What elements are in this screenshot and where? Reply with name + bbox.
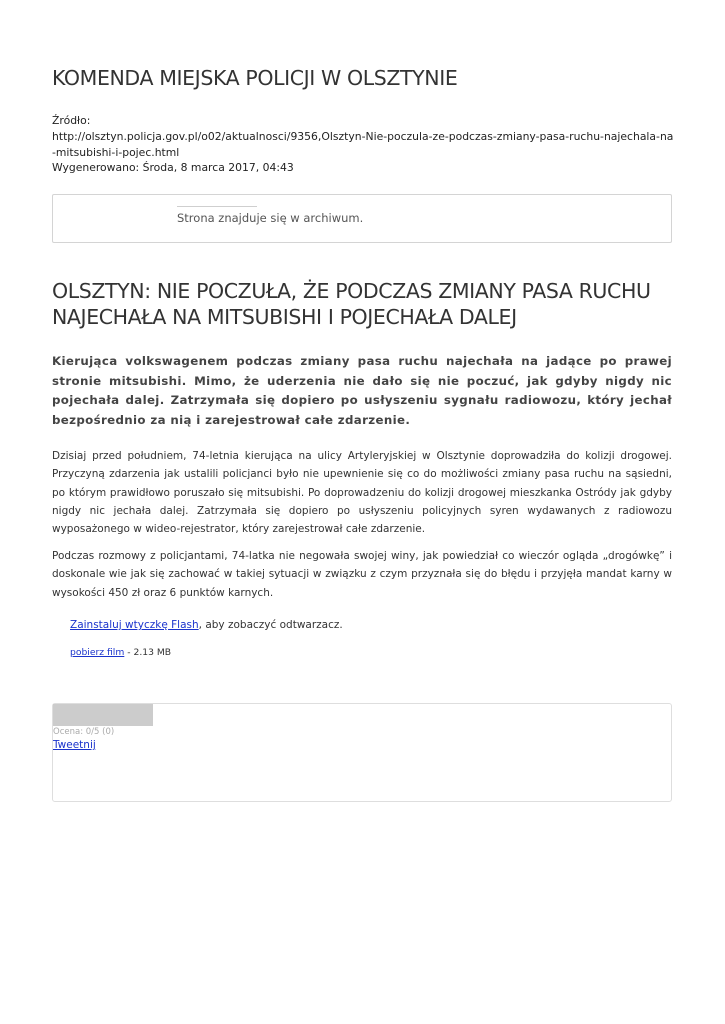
article-paragraph: Dzisiaj przed południem, 74-letnia kierująca na ulicy Artyleryjskiej w Olsztynie doprowadziła do kolizji drogowej. Przyczyną zdarzenia jak ustalili policjanci było nie upewnienie się co do możliwości zmiany pasa ruchu na sąsiedni, po którym prawidłowo poruszało się mitsubishi. Po doprowadzeniu do kolizji drogowej mieszkanka Ostródy jak gdyby nigdy nic jechała dalej. Zatrzymała się dopiero po usłyszeniu policyjnych syren wydawanych z radiowozu wyposażonego w wideo-rejestrator, który zarejestrował całe zdarzenie.	[52, 450, 672, 536]
download-video-link[interactable]: pobierz film	[70, 647, 125, 658]
archive-notice-box	[52, 194, 672, 243]
generated-date: Wygenerowano: Środa, 8 marca 2017, 04:43	[52, 161, 294, 175]
article-title: OLSZTYN: NIE POCZUŁA, ŻE PODCZAS ZMIANY PASA RUCHU NAJECHAŁA NA MITSUBISHI I POJECHAŁA DALEJ	[52, 279, 651, 329]
install-flash-link[interactable]: Zainstaluj wtyczkę Flash	[70, 619, 199, 631]
source-block	[52, 113, 676, 176]
tweet-link[interactable]: Tweetnij	[53, 739, 96, 751]
article-paragraph: Podczas rozmowy z policjantami, 74-latka nie negowała swojej winy, jak powiedział co wieczór ogląda „drogówkę” i doskonale wie jak się zachować w takiej sytuacji w związku z czym przyznała się do błędu i przyjęła mandat karny w wysokości 450 zł oraz 6 punktów karnych.	[52, 550, 672, 599]
download-size: - 2.13 MB	[124, 647, 172, 658]
rating-box	[52, 703, 672, 802]
rating-text: Ocena: 0/5 (0)	[53, 727, 115, 737]
rating-stars-bar[interactable]	[53, 704, 153, 726]
page-header-title: KOMENDA MIEJSKA POLICJI W OLSZTYNIE	[52, 66, 458, 90]
download-line	[70, 647, 171, 658]
archive-divider	[177, 206, 257, 207]
source-url: http://olsztyn.policja.gov.pl/o02/aktualnosci/9356,Olsztyn-Nie-poczula-ze-podczas-zmiany-pasa-ruchu-najechala-na-mitsubishi-i-pojec.html	[52, 129, 674, 159]
flash-notice-suffix: , aby zobaczyć odtwarzacz.	[198, 619, 343, 631]
archive-notice-text: Strona znajduje się w archiwum.	[177, 211, 364, 225]
article-lead: Kierująca volkswagenem podczas zmiany pasa ruchu najechała na jadące po prawej stronie mitsubishi. Mimo, że uderzenia nie dało się nie poczuć, jak gdyby nigdy nic pojechała dalej. Zatrzymała się dopiero po usłyszeniu sygnału radiowozu, który jechał bezpośrednio za nią i zarejestrował całe zdarzenie.	[52, 354, 672, 428]
source-label: Źródło:	[52, 114, 91, 127]
flash-notice	[70, 619, 343, 631]
